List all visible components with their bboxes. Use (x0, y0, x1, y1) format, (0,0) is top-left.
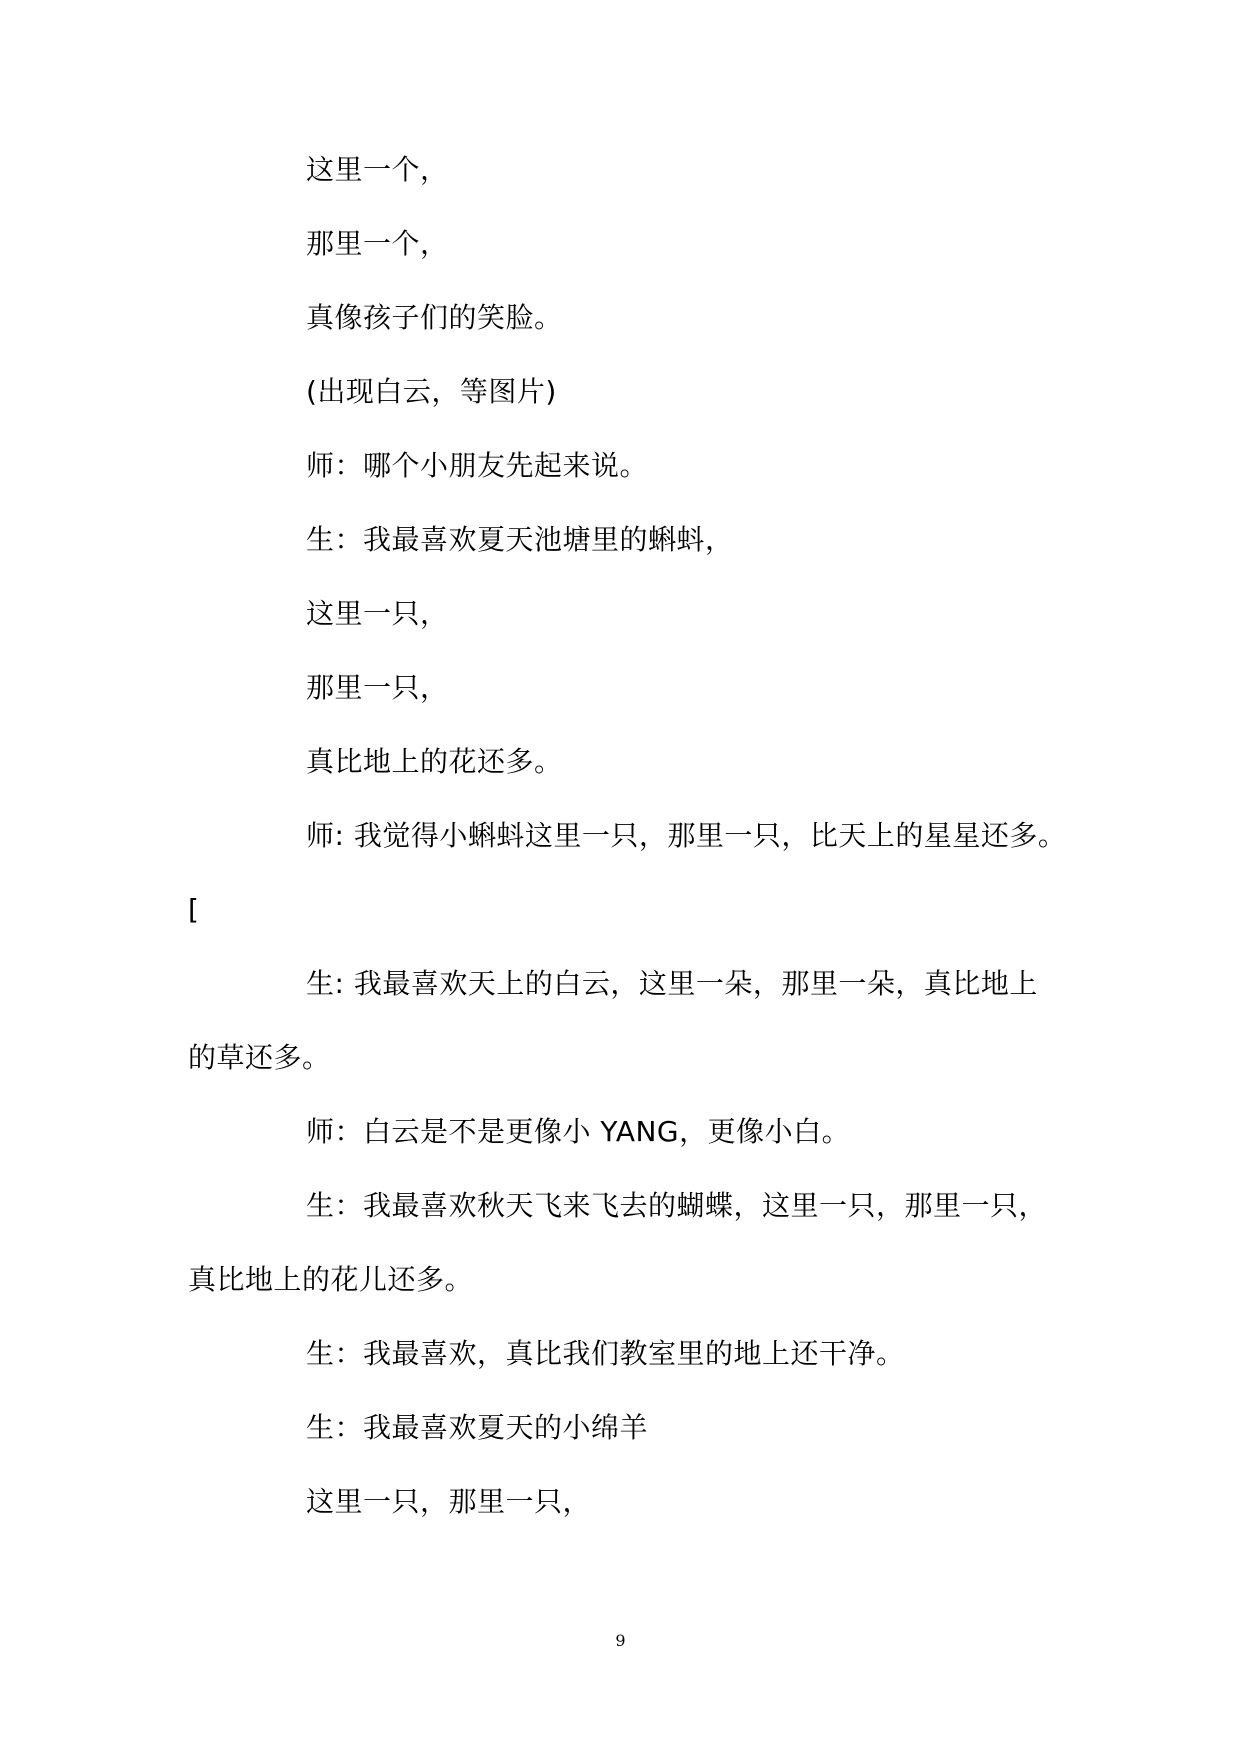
text-line-7: 这里一只， (306, 597, 449, 630)
text-line-11: [ (188, 893, 200, 926)
text-line-4: (出现白云，等图片) (306, 375, 557, 408)
text-line-14: 师：白云是不是更像小 YANG，更像小白。 (306, 1115, 851, 1148)
text-line-10: 师: 我觉得小蝌蚪这里一只，那里一只，比天上的星星还多。 (306, 819, 1067, 852)
text-line-3: 真像孩子们的笑脸。 (306, 301, 563, 334)
text-line-18: 生：我最喜欢夏天的小绵羊 (306, 1411, 649, 1444)
text-line-2: 那里一个， (306, 227, 449, 260)
text-line-17: 生：我最喜欢，真比我们教室里的地上还干净。 (306, 1337, 905, 1370)
text-line-5: 师：哪个小朋友先起来说。 (306, 449, 649, 482)
text-line-9: 真比地上的花还多。 (306, 745, 563, 778)
text-line-16: 真比地上的花儿还多。 (188, 1263, 474, 1296)
text-line-8: 那里一只， (306, 671, 449, 704)
text-line-19: 这里一只，那里一只， (306, 1485, 592, 1518)
text-line-6: 生：我最喜欢夏天池塘里的蝌蚪， (306, 523, 734, 556)
text-line-13: 的草还多。 (188, 1041, 331, 1074)
page-number: 9 (615, 1631, 626, 1650)
text-line-12: 生: 我最喜欢天上的白云，这里一朵，那里一朵，真比地上 (306, 967, 1038, 1000)
text-line-1: 这里一个， (306, 153, 449, 186)
text-line-15: 生：我最喜欢秋天飞来飞去的蝴蝶，这里一只，那里一只， (306, 1189, 1048, 1222)
